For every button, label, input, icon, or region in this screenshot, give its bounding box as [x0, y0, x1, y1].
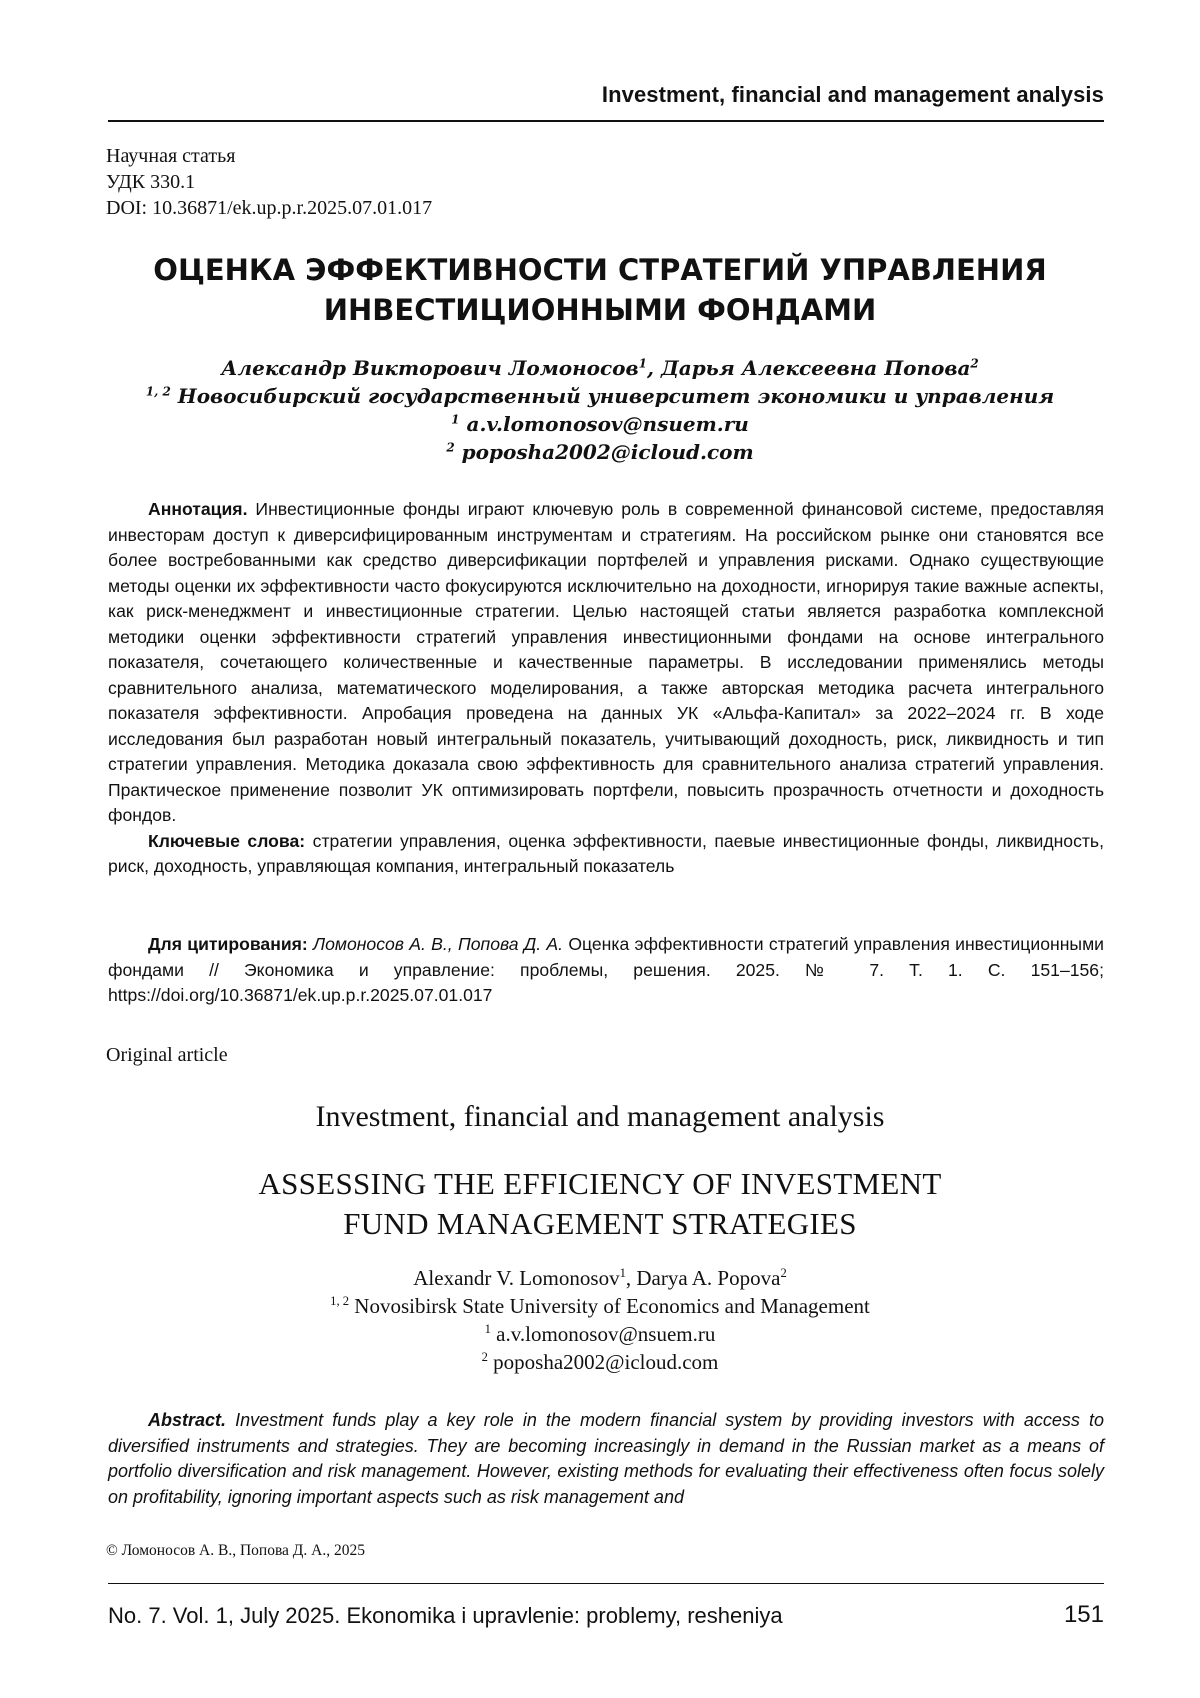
- authors-block-en: [60, 1264, 1140, 1376]
- keywords-ru-label: Ключевые слова:: [148, 830, 306, 851]
- running-header-rubric: Investment, financial and management analysis: [601, 82, 1104, 107]
- citation-authors: Ломоносов А. В., Попова Д. А.: [307, 934, 564, 954]
- abstract-en: [108, 1408, 1104, 1510]
- author-1-en: Alexandr V. Lomonosov: [413, 1266, 620, 1290]
- author-2-sup: 2: [970, 356, 979, 371]
- footer-journal-info: No. 7. Vol. 1, July 2025. Ekonomika i upravlenie: problemy, resheniya: [108, 1603, 783, 1628]
- email-2-en[interactable]: [60, 1348, 1140, 1376]
- abstract-ru-paragraph: [108, 497, 1104, 829]
- citation-text: Оценка эффективности стратегий управления инвестиционными фондами // Экономика и управление: проблемы, решения. 2025. № 7. Т. 1. С. 151–156; https://doi.org/10.36871/ek.up.p.r.2025.07.01.017: [108, 934, 1104, 1005]
- footer-divider: [108, 1583, 1104, 1584]
- author-names-ru: [60, 354, 1140, 382]
- author-2-ru: Дарья Алексеевна Попова: [660, 356, 971, 380]
- author-1-sup: 1: [638, 356, 648, 371]
- affiliation-en-text: Novosibirsk State University of Economics and Management: [349, 1294, 870, 1318]
- keywords-ru-text: стратегии управления, оценка эффективности, паевые инвестиционные фонды, ликвидность, риск, доходность, управляющая компания, интегральный показатель: [108, 830, 1104, 876]
- email-1-sup: 1: [451, 412, 460, 427]
- affiliation-en-sup: 1, 2: [330, 1294, 350, 1308]
- page-number: 151: [1063, 1601, 1104, 1628]
- title-en-line-1: ASSESSING THE EFFICIENCY OF INVESTMENT: [258, 1166, 942, 1201]
- email-2-sup: 2: [446, 440, 455, 455]
- copyright-notice: © Ломоносов А. В., Попова Д. А., 2025: [106, 1542, 365, 1559]
- authors-block-ru: [60, 354, 1140, 466]
- author-names-en: [60, 1264, 1140, 1292]
- citation-paragraph: [108, 932, 1104, 1009]
- author-1-en-sup: 1: [619, 1266, 626, 1280]
- author-2-en: Darya A. Popova: [636, 1266, 781, 1290]
- article-title-en: [60, 1164, 1140, 1244]
- affiliation-ru: [60, 382, 1140, 410]
- affiliation-text: Новосибирский государственный университет экономики и управления: [170, 384, 1055, 408]
- article-meta: [106, 143, 432, 221]
- author-en-separator: ,: [625, 1266, 637, 1290]
- author-1-ru: Александр Викторович Ломоносов: [221, 356, 639, 380]
- doi: DOI: 10.36871/ek.up.p.r.2025.07.01.017: [106, 197, 433, 219]
- abstract-en-text: Investment funds play a key role in the modern financial system by providing investors with access to diversified instruments and strategies. They are becoming increasingly in demand in the Russian market as a means of portfolio diversification and risk management. However, existing methods for evaluating their effectiveness often focus solely on profitability, ignoring important aspects such as risk management and: [108, 1410, 1104, 1507]
- email-2-en-sup: 2: [481, 1350, 488, 1364]
- keywords-ru: [108, 829, 1104, 880]
- article-type-en: Original article: [106, 1044, 228, 1066]
- rubric-en: Investment, financial and management analysis: [315, 1100, 885, 1133]
- citation-label: Для цитирования:: [148, 934, 308, 954]
- title-en-line-2: FUND MANAGEMENT STRATEGIES: [343, 1206, 857, 1241]
- affiliation-sup: 1, 2: [145, 384, 171, 399]
- email-1-en-sup: 1: [484, 1322, 491, 1336]
- header-divider: [108, 120, 1104, 122]
- email-1-en[interactable]: [60, 1320, 1140, 1348]
- abstract-en-label: Abstract.: [148, 1410, 227, 1430]
- email-1-ru[interactable]: [60, 410, 1140, 438]
- abstract-ru-label: Аннотация.: [148, 499, 248, 519]
- email-1-en-link[interactable]: a.v.lomonosov@nsuem.ru: [490, 1322, 716, 1346]
- citation-block: [108, 932, 1104, 1009]
- email-1-link[interactable]: a.v.lomonosov@nsuem.ru: [459, 412, 749, 436]
- title-ru-line-1: ОЦЕНКА ЭФФЕКТИВНОСТИ СТРАТЕГИЙ УПРАВЛЕНИЯ: [153, 253, 1047, 287]
- author-2-en-sup: 2: [780, 1266, 787, 1280]
- email-2-link[interactable]: poposha2002@icloud.com: [454, 440, 754, 464]
- email-2-ru[interactable]: [60, 438, 1140, 466]
- author-separator: ,: [647, 356, 661, 380]
- udc-code: УДК 330.1: [106, 171, 196, 193]
- title-ru-line-2: ИНВЕСТИЦИОННЫМИ ФОНДАМИ: [323, 293, 877, 327]
- affiliation-en: [60, 1292, 1140, 1320]
- article-title-ru: [100, 250, 1100, 330]
- email-2-en-link[interactable]: poposha2002@icloud.com: [487, 1350, 719, 1374]
- abstract-en-paragraph: [108, 1408, 1104, 1510]
- abstract-ru: [108, 497, 1104, 880]
- article-type-ru: Научная статья: [106, 145, 236, 167]
- abstract-ru-text: Инвестиционные фонды играют ключевую роль в современной финансовой системе, предоставляя инвесторам доступ к диверсифицированным инструментам и стратегиям. На российском рынке они становятся все более востребованными как средство диверсификации портфелей и управления рисками. Однако существующие методы оценки их эффективности часто фокусируются исключительно на доходности, игнорируя такие важные аспекты, как риск-менеджмент и инвестиционные стратегии. Целью настоящей статьи является разработка комплексной методики оценки эффективности стратегий управления инвестиционными фондами на основе интегрального показателя, сочетающего количественные и качественные параметры. В исследовании применялись методы сравнительного анализа, математического моделирования, а также авторская методика расчета интегрального показателя эффективности. Апробация проведена на данных УК «Альфа-Капитал» за 2022–2024 гг. В ходе исследования был разработан новый интегральный показатель, учитывающий доходность, риск, ликвидность и тип стратегии управления. Методика доказала свою эффективность для сравнительного анализа стратегий управления. Практическое применение позволит УК оптимизировать портфели, повысить прозрачность отчетности и доходность фондов.: [108, 499, 1104, 825]
